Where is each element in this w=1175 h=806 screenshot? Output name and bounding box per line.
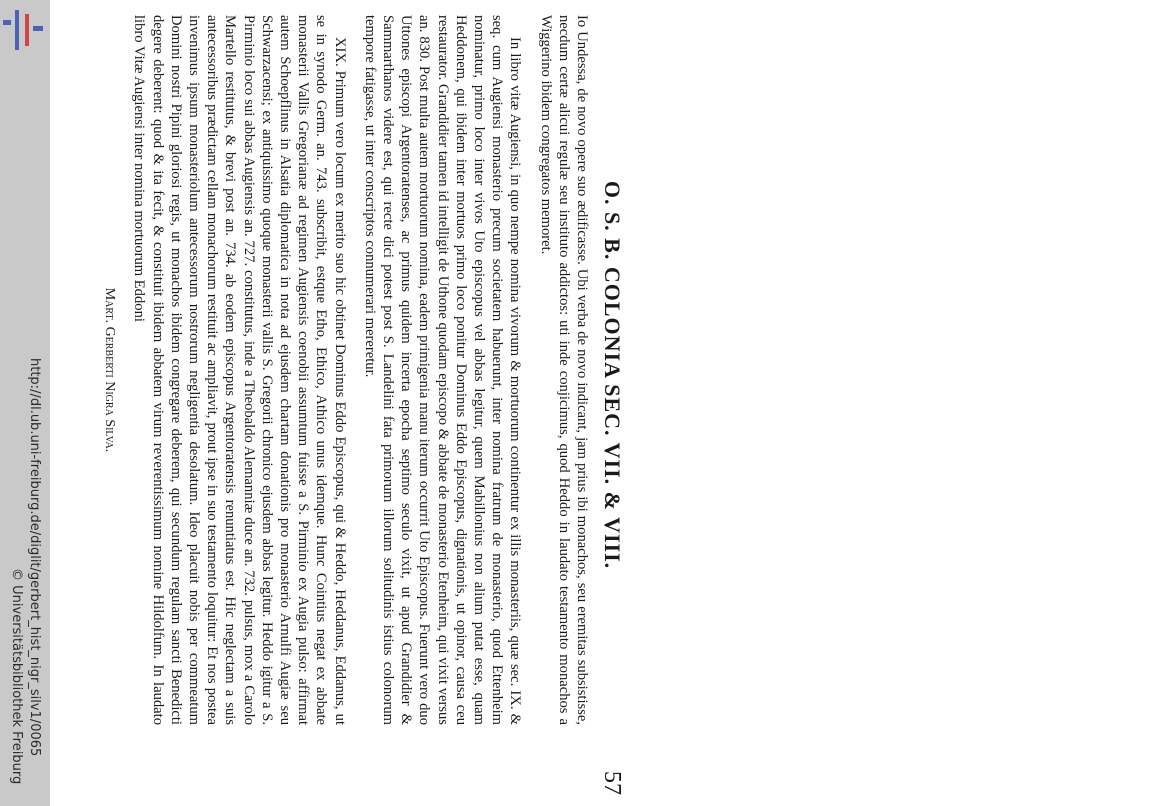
library-logo-icon: [3, 10, 43, 50]
signature-line: [100, 15, 118, 725]
page-number: 57: [599, 771, 625, 795]
scanned-page: [102, 15, 625, 795]
paragraph: In libro vitæ Augiensi, in quo nempe nomina vivorum & mortuorum continentur ex illis monasteriis, quæ sec. IX. & seq. cum Augiensi monasterio precum societatem habuerunt, inter nomina fratrum de monasterio, quod Ettenheim nominatur, primo loco inter vivos Uto episcopus vel abbas legitur, quem Mabillonius non alium putat esse, quam Heddonem, qui ibidem inter mortuos primo loco ponitur Dominus Eddo Episcopus, dignationis, ut opinor, causa ceu restaurator. Grandidier tamen id intelligit de Uthone quodam episcopo & abbate de monasterio Etenheim, qui vixit versus an. 830. Post multa autem mortuorum nomina, eadem primigenia manu iterum occurrit Uto Episcopus. Fuerunt vero duo Uttones episcopi Argentoratenses, ac primus quidem incerta epocha septimo seculo vixit, ut apud Grandidier & Sammarthanos videre est, qui recte dici potest post S. Landelini fata primorum illorum solitudinis istius colonorum tempore fatigasse, ut inter conscriptos connumerari mereretur.: [361, 15, 524, 725]
page-header: [591, 15, 625, 795]
page-body: [100, 15, 591, 795]
paragraph: Io Undessa, de novo opere suo ædificasse. Ubi verba de novo indicant, jam prius ibi monachos, seu eremitas subsistisse, necdum certæ alicui regulæ seu instituto addictos: uti inde conjicimus, quod Heddo in laudato testamento monachos a Wiggerino ibidem congregatos memoret.: [537, 15, 590, 725]
viewer-sidebar: [0, 0, 50, 806]
copyright-notice: © Universitätsbibliothek Freiburg: [9, 568, 24, 785]
signature-text: Mart. Gerberti Nigra Silva.: [102, 287, 118, 453]
running-title: O. S. B. COLONIA SEC. VII. & VIII.: [600, 180, 625, 570]
paragraph: XIX. Primum vero locum ex merito suo hic obtinet Dominus Eddo Episcopus, qui & Heddo, Heddanus, Eddanus, ut se in synodo Germ. an. 743. subscribit, estque Etho, Ethico, Athico unus idemque. Hunc Cointius negat ex abbate monasterii Vallis Gregorianæ ad regimen Augiensis coenobii assumtum fuisse a S. Pirminio ex Augia pulso: affirmat autem Schoepflinus in Alsatia diplomatica in nota ad ejusdem chartam donationis pro monasterio Arnulfi Augiæ seu Schwarzacensi; ex antiquissimo quoque monasterii vallis S. Gregorii chronico ejusdem abbas legitur. Heddo igitur a S. Pirminio loco sui abbas Augiensis an. 727. constitutus, inde a Theobaldo Alemanniæ duce an. 732. pulsus, mox a Carolo Martello restitutus, & brevi post an. 734. ab eodem episcopus Argentoratensis renuntiatus est. Hic neglectam a suis antecessoribus prædictam cellam monachorum restituit ac ampliavit, prout ipse in suo testamento loquitur: Et nos postea invenimus ipsum monasteriolum antecessorum nostrorum negligentia desolatum. Ideo placuit nobis per commeatum Domini nostri Pipini gloriosi regis, ut monachos ibidem congregare deberem, qui secundum regulam sancti Benedicti degere deberent: quod & ita fecit, & constituit ibidem abbatem virum reverentissimum nomine Hildolfum. In laudato libro Vitæ Augiensi inter nomina mortuorum Eddoni: [131, 15, 348, 725]
permalink-url[interactable]: http://dl.ub.uni-freiburg.de/diglit/gerbert_hist_nigr_silv1/0065: [27, 358, 42, 757]
